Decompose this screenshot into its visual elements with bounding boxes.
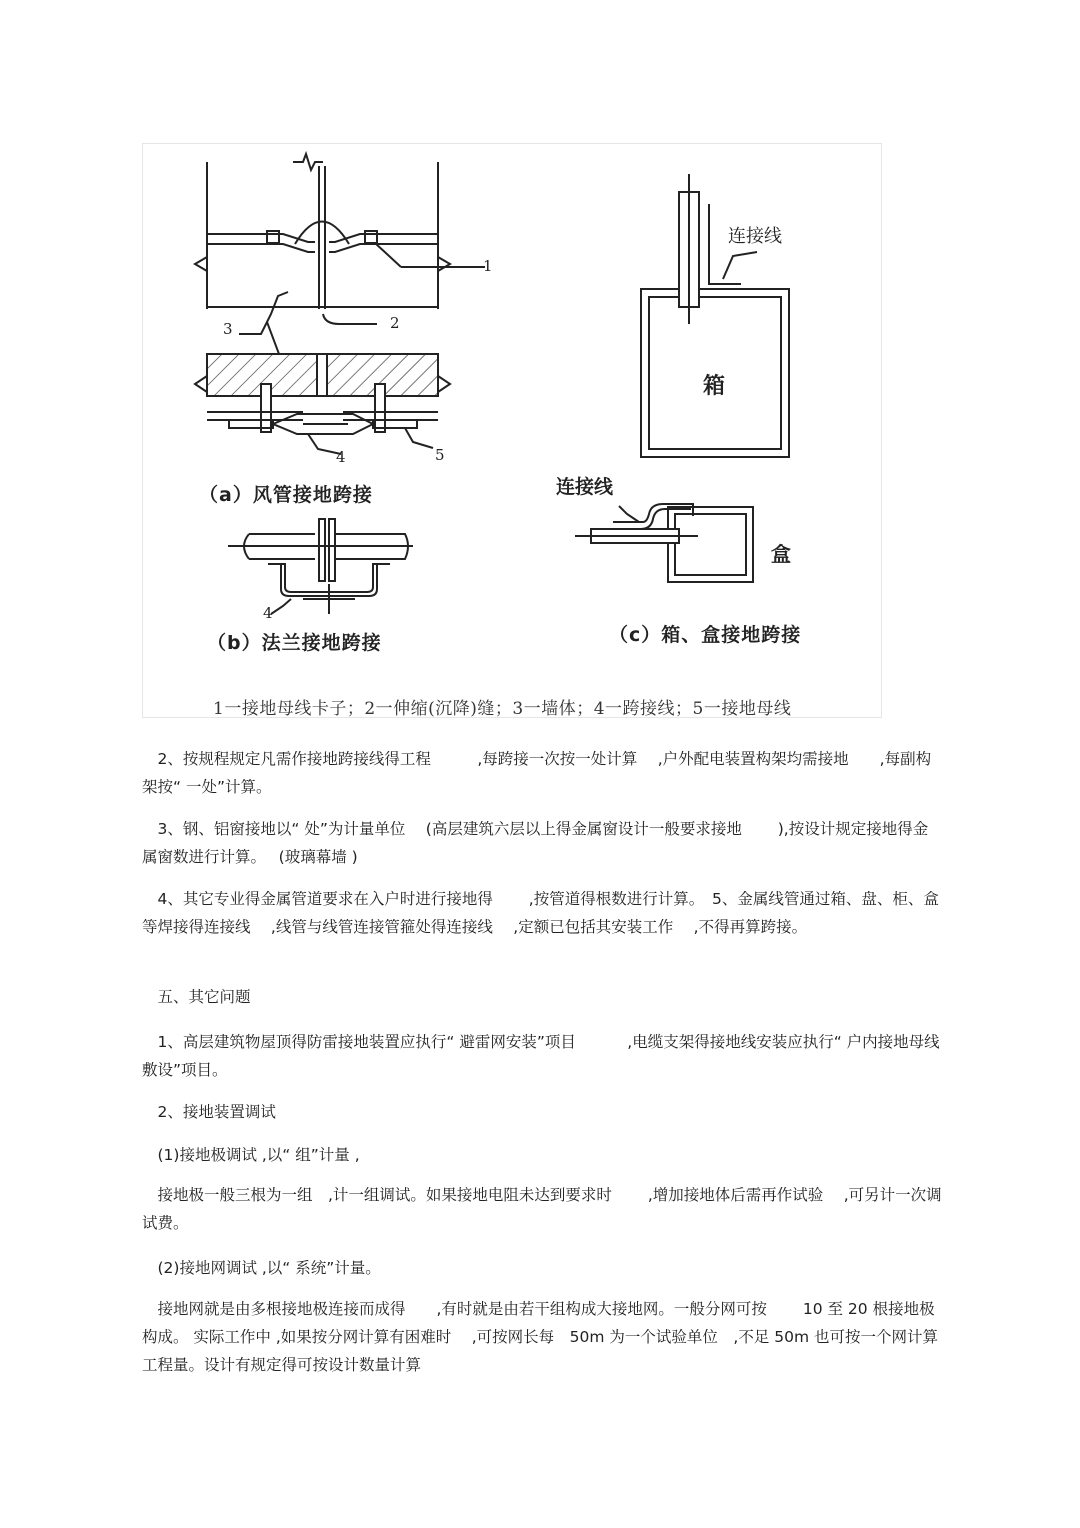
paragraph-1: 2、按规程规定凡需作接地跨接线得工程 ,每跨接一次按一处计算 ,户外配电装置构架均需接地 ,每副构架按“ 一处”计算。	[142, 750, 932, 796]
connect-line-label-bottom: 连接线	[556, 476, 614, 498]
item-2-heading: (2)接地网调试 ,以“ 系统”计量。	[142, 1259, 381, 1277]
box-small-label: 盒	[771, 542, 791, 566]
connect-line-label-top: 连接线	[728, 226, 782, 247]
figure-legend: 1一接地母线卡子；2一伸缩(沉降)缝；3一墙体；4一跨接线；5一接地母线	[213, 699, 792, 719]
caption-b: （b）法兰接地跨接	[207, 632, 382, 654]
paragraph-6: 接地网就是由多根接地极连接而成得 ,有时就是由若干组构成大接地网。一般分网可按 10 至 20 根接地极构成。 实际工作中 ,如果按分网计算有困难时 ,可按网长每 50m 为一个试验单位 ,不足 50m 也可按一个网计算工程量。设计有规定得可按设计数量计算	[142, 1300, 938, 1374]
subsection-heading: 2、接地装置调试	[142, 1103, 276, 1121]
paragraph-2: 3、钢、铝窗接地以“ 处”为计量单位 (高层建筑六层以上得金属窗设计一般要求接地 ),按设计规定接地得金属窗数进行计算。 (玻璃幕墙 )	[142, 820, 929, 866]
paragraph-4: 1、高层建筑物屋顶得防雷接地装置应执行“ 避雷网安装”项目 ,电缆支架得接地线安装应执行“ 户内接地母线敷设”项目。	[142, 1033, 940, 1079]
section-heading: 五、其它问题	[142, 988, 251, 1006]
label-number-4-b: 4	[263, 604, 273, 622]
box-large-label: 箱	[703, 374, 726, 399]
paragraph-5: 接地极一般三根为一组 ,计一组调试。如果接地电阻未达到要求时 ,增加接地体后需再作试验 ,可另计一次调试费。	[142, 1186, 942, 1232]
label-number-4-a: 4	[336, 448, 346, 466]
caption-c: （c）箱、盒接地跨接	[609, 624, 802, 646]
label-number-5: 5	[435, 446, 445, 464]
label-number-1: 1	[483, 257, 493, 275]
caption-a: （a）风管接地跨接	[199, 484, 373, 506]
paragraph-3: 4、其它专业得金属管道要求在入户时进行接地得 ,按管道得根数进行计算。 5、金属线管通过箱、盘、柜、盒等焊接得连接线 ,线管与线管连接管箍处得连接线 ,定额已包括其安装工作 ,不得再算跨接。	[142, 890, 939, 936]
item-1-heading: (1)接地极调试 ,以“ 组”计量 ,	[142, 1146, 360, 1164]
grounding-figure	[142, 143, 882, 718]
label-number-3: 3	[223, 320, 233, 338]
label-number-2: 2	[390, 314, 400, 332]
